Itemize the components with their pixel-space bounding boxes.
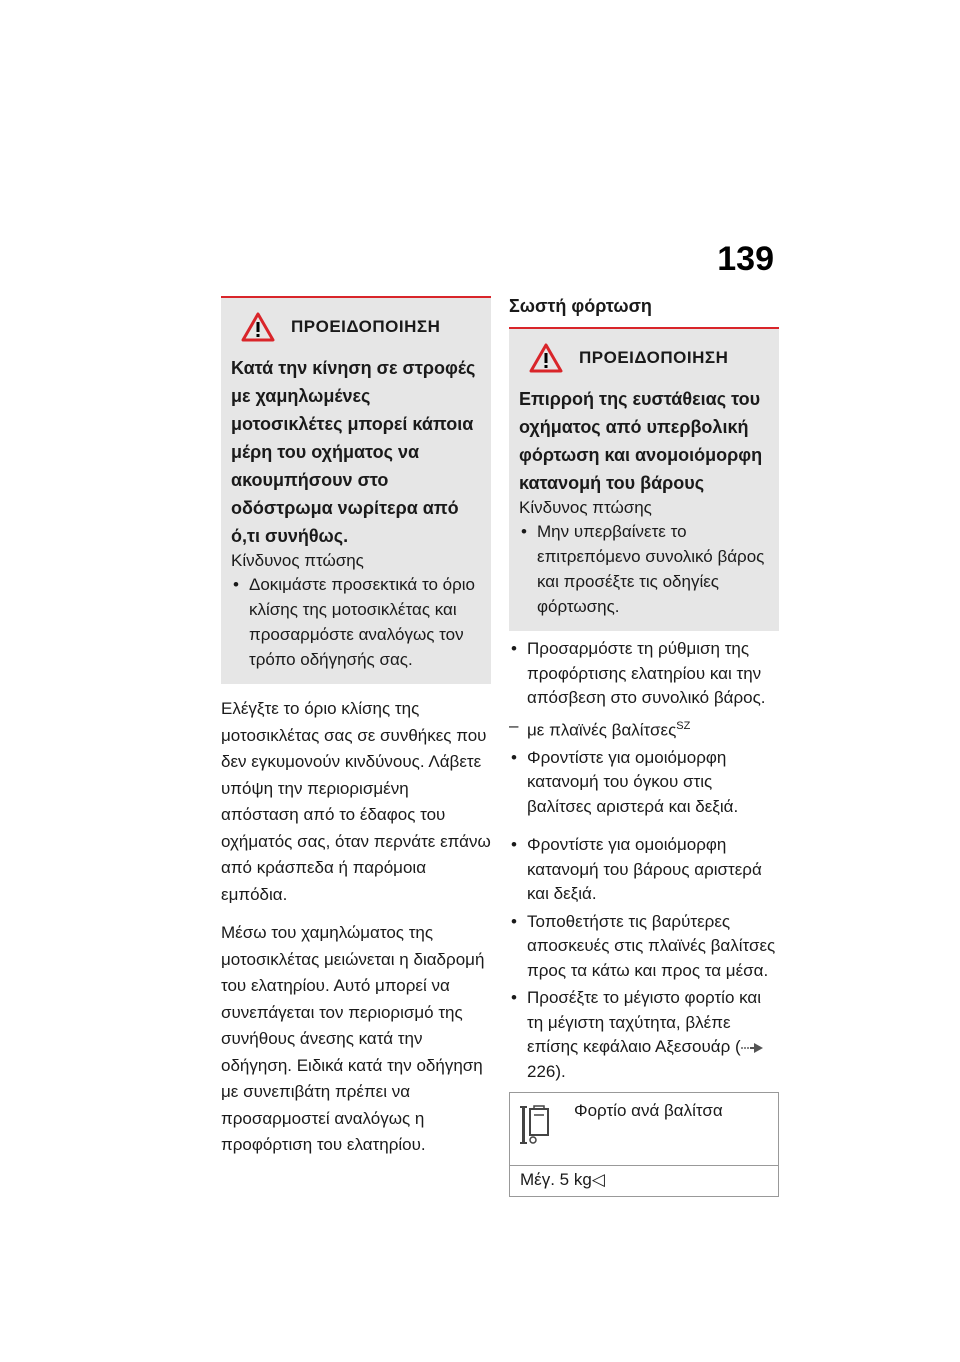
list-item: • Φροντίστε για ομοιόμορφη κατανομή του βάρους αριστερά και δεξιά. bbox=[509, 833, 779, 907]
warning-label: ΠΡΟΕΙΔΟΠΟΙΗΣΗ bbox=[579, 348, 729, 367]
page-reference-arrow-icon bbox=[741, 1043, 763, 1053]
condition-text: με πλαϊνές βαλίτσες bbox=[527, 720, 677, 740]
spec-header bbox=[510, 1093, 778, 1166]
warning-header bbox=[519, 343, 769, 373]
page-reference-link[interactable]: 226 bbox=[527, 1061, 556, 1081]
warning-subtitle: Κίνδυνος πτώσης bbox=[231, 551, 364, 570]
spec-label: Φορτίο ανά βαλίτσα bbox=[574, 1101, 723, 1121]
section-title: Σωστή φόρτωση bbox=[509, 296, 652, 316]
left-column bbox=[221, 296, 491, 1159]
warning-subtitle: Κίνδυνος πτώσης bbox=[519, 498, 652, 517]
list-item: • Προσέξτε το μέγιστο φορτίο και τη μέγιστη ταχύτητα, βλέπε επίσης κεφάλαιο Αξεσουάρ ( 226). bbox=[509, 986, 779, 1084]
warning-triangle-icon bbox=[241, 312, 275, 342]
warning-headline: Επιρροή της ευστάθειας του οχήματος από υπερβολική φόρτωση και ανομοιόμορφη κατανομή του βάρους bbox=[519, 389, 763, 493]
warning-box bbox=[221, 296, 491, 684]
list-item: • Φροντίστε για ομοιόμορφη κατανομή του όγκου στις βαλίτσες αριστερά και δεξιά. bbox=[509, 746, 779, 820]
paragraph-lean-limit: Ελέγξτε το όριο κλίσης της μοτοσικλέτας σας σε συνθήκες που δεν εγκυμονούν κινδύνους. Λάβετε υπόψη την περιορισμένη απόσταση από το έδαφος του οχήματός σας, όταν περνάτε επάνω από κράσπεδα ή παρόμοια εμπόδια. bbox=[221, 699, 491, 904]
list-item: • Προσαρμόστε τη ρύθμιση της προφόρτισης ελατηρίου και την απόσβεση στο συνολικό βάρος. bbox=[509, 637, 779, 711]
spec-table bbox=[509, 1092, 779, 1197]
spec-value: Μέγ. 5 kg◁ bbox=[520, 1170, 605, 1190]
suitcase-load-icon bbox=[520, 1103, 552, 1147]
warning-box bbox=[509, 327, 779, 631]
warning-bullet: • Μην υπερβαίνετε το επιτρεπόμενο συνολικό βάρος και προσέξτε τις οδηγίες φόρτωσης. bbox=[519, 519, 769, 619]
warning-bullets bbox=[519, 519, 769, 619]
loading-instructions bbox=[509, 637, 779, 1084]
list-item-text: Προσέξτε το μέγιστο φορτίο και τη μέγιστη ταχύτητα, βλέπε επίσης κεφάλαιο Αξεσουάρ bbox=[527, 988, 762, 1057]
right-column bbox=[509, 296, 779, 1197]
page-number: 139 bbox=[717, 240, 774, 278]
warning-bullet: • Δοκιμάστε προσεκτικά το όριο κλίσης της μοτοσικλέτας και προσαρμόστε αναλόγως τον τρόπο οδήγησής σας. bbox=[231, 572, 481, 672]
warning-bullets bbox=[231, 572, 481, 672]
list-item: • Τοποθετήστε τις βαρύτερες αποσκευές στις πλαϊνές βαλίτσες προς τα κάτω και προς τα μέσα. bbox=[509, 910, 779, 984]
condition-item bbox=[509, 714, 779, 743]
warning-headline: Κατά την κίνηση σε στροφές με χαμηλωμένες μοτοσικλέτες μπορεί κάποια μέρη του οχήματος να ακουμπήσουν στο οδόστρωμα νωρίτερα από ό,τι συνήθως. bbox=[231, 358, 476, 546]
warning-triangle-icon bbox=[529, 343, 563, 373]
option-code: SZ bbox=[676, 719, 691, 732]
warning-header bbox=[231, 312, 481, 342]
warning-label: ΠΡΟΕΙΔΟΠΟΙΗΣΗ bbox=[291, 317, 441, 336]
paragraph-spring-travel: Μέσω του χαμηλώματος της μοτοσικλέτας μειώνεται η διαδρομή του ελατηρίου. Αυτό μπορεί να συνεπάγεται τον περιορισμό της συνήθους άνεσης κατά την οδήγηση. Ειδικά κατά την οδήγηση με συνεπιβάτη πρέπει να προσαρμοστεί αναλόγως η προφόρτιση του ελατηρίου. bbox=[221, 923, 485, 1154]
